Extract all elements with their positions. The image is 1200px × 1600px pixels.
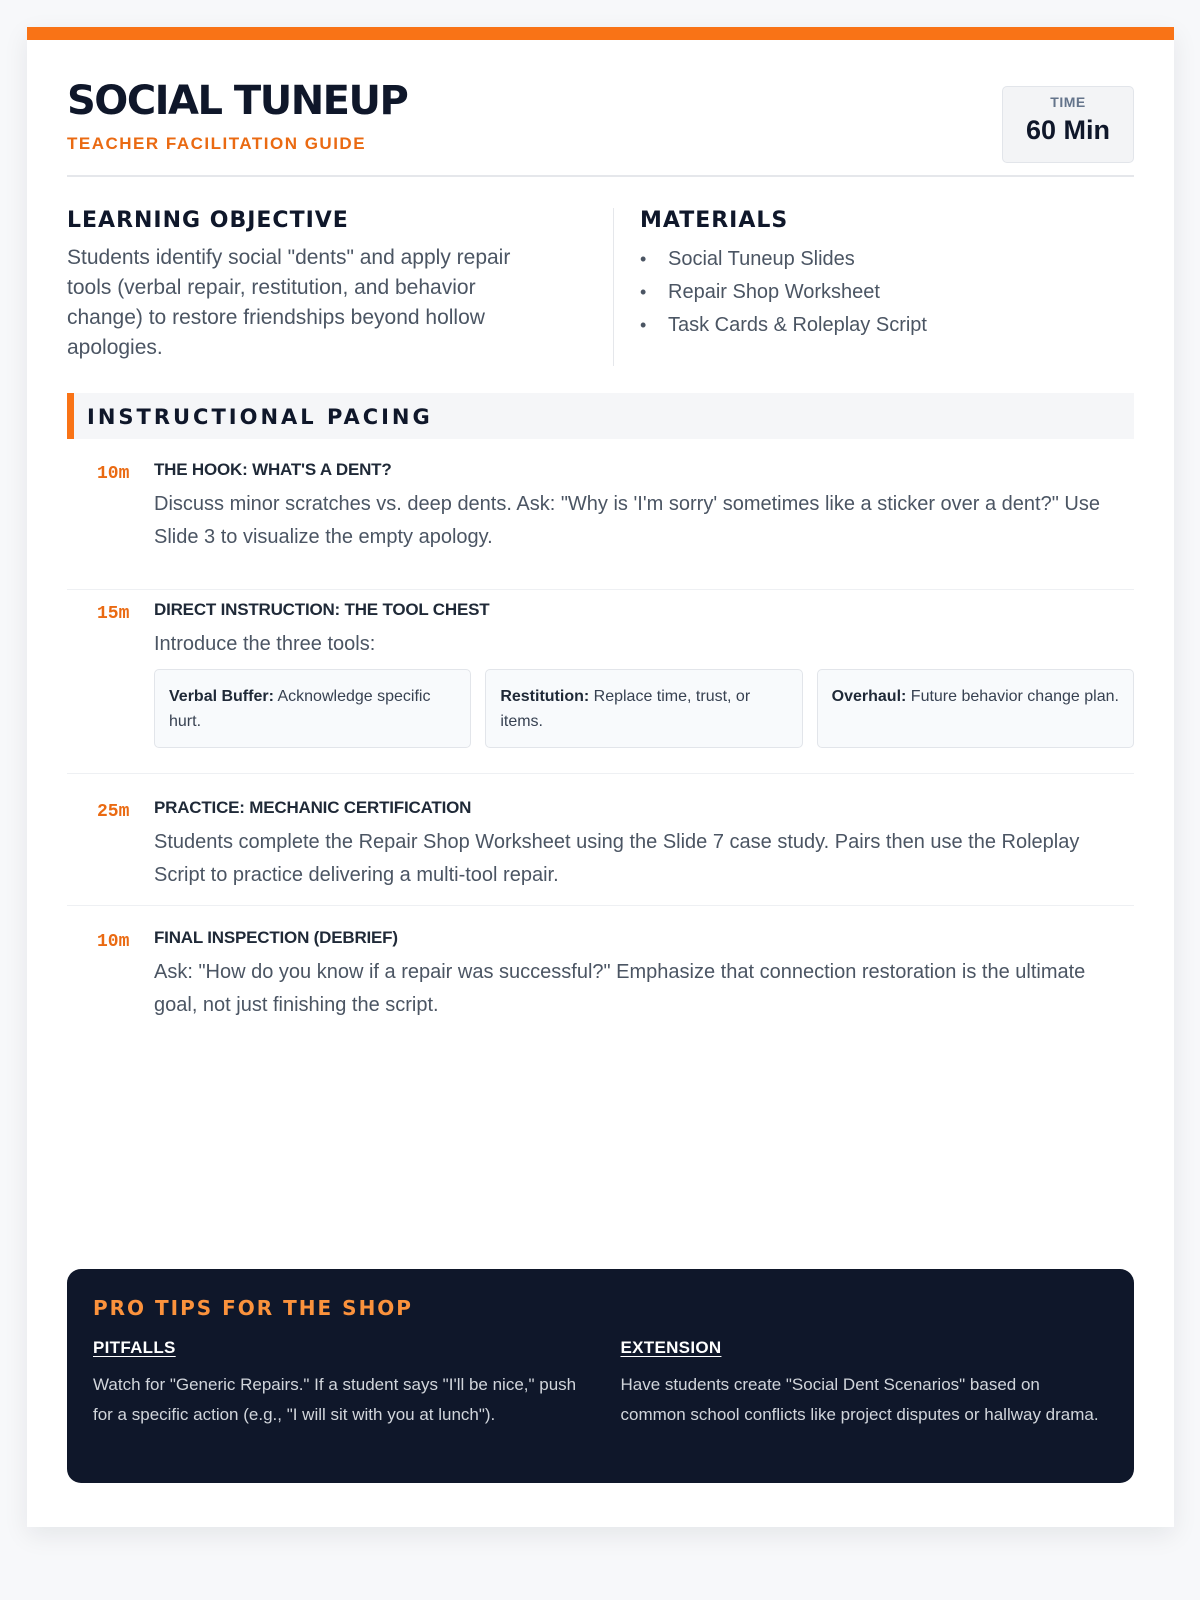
learning-objective-text: Students identify social "dents" and apply repair tools (verbal repair, restitution, and behavior change) to restore friendships beyond hollow apologies. (67, 246, 511, 359)
pacing-steps (67, 460, 1134, 1026)
step-title: DIRECT INSTRUCTION: THE TOOL CHEST (154, 600, 490, 619)
page-title: SOCIAL TUNEUP (67, 78, 408, 124)
pro-tips-heading: PRO TIPS FOR THE SHOP (93, 1296, 413, 1320)
pacing-step-tool-chest (67, 590, 1134, 774)
tool-text: Replace time, trust, or items. (500, 688, 751, 730)
lesson-page (27, 27, 1174, 1527)
column-divider (613, 208, 614, 366)
pacing-banner (67, 393, 1134, 439)
page-header (67, 74, 1134, 177)
materials-item: • Social Tuneup Slides (640, 243, 1140, 276)
materials-item: • Repair Shop Worksheet (640, 276, 1140, 309)
step-description: Students complete the Repair Shop Worksheet using the Slide 7 case study. Pairs then use the Roleplay Script to practice delivering a multi-tool repair. (154, 831, 1080, 886)
extension-text: Have students create "Social Dent Scenarios" based on common school conflicts like project disputes or hallway drama. (620, 1375, 1099, 1424)
page-content (67, 40, 1134, 1527)
step-title: FINAL INSPECTION (DEBRIEF) (154, 928, 398, 947)
learning-objective-section (67, 208, 557, 363)
tool-name: Verbal Buffer: (169, 688, 274, 705)
time-value: 60 Min (1025, 115, 1111, 145)
extension-heading: EXTENSION (620, 1338, 722, 1357)
learning-objective-heading: LEARNING OBJECTIVE (67, 208, 349, 233)
time-badge (1002, 86, 1134, 163)
materials-list (640, 243, 1140, 342)
page-subtitle: TEACHER FACILITATION GUIDE (67, 134, 367, 153)
tool-text: Acknowledge specific hurt. (169, 688, 431, 730)
tool-cards (154, 669, 1134, 748)
pitfalls-tip (93, 1338, 581, 1430)
pitfalls-text: Watch for "Generic Repairs." If a student says "I'll be nice," push for a specific action (e.g., "I will sit with you at lunch"). (93, 1375, 577, 1424)
tool-card-overhaul (817, 669, 1134, 748)
pacing-step-practice (67, 774, 1134, 906)
step-duration: 10m (97, 464, 130, 484)
tool-name: Restitution: (500, 688, 590, 705)
materials-heading: MATERIALS (640, 208, 789, 233)
step-duration: 25m (97, 802, 130, 822)
step-description: Introduce the three tools: (154, 633, 376, 655)
step-description: Ask: "How do you know if a repair was successful?" Emphasize that connection restoration is the ultimate goal, not just finishing the script. (154, 961, 1086, 1016)
tool-text: Future behavior change plan. (906, 688, 1119, 705)
extension-tip (621, 1338, 1109, 1430)
pacing-heading: INSTRUCTIONAL PACING (87, 405, 433, 429)
pacing-step-hook (67, 460, 1134, 590)
materials-section (640, 208, 1140, 342)
materials-item: • Task Cards & Roleplay Script (640, 309, 1140, 342)
step-title: PRACTICE: MECHANIC CERTIFICATION (154, 798, 472, 817)
pacing-step-debrief (67, 906, 1134, 1026)
tool-name: Overhaul: (831, 688, 907, 705)
tool-card-verbal-buffer (154, 669, 471, 748)
pitfalls-heading: PITFALLS (93, 1338, 176, 1357)
pro-tips-columns (93, 1338, 1108, 1430)
pro-tips-panel (67, 1269, 1134, 1483)
time-label: TIME (1050, 94, 1086, 110)
step-title: THE HOOK: WHAT'S A DENT? (154, 460, 392, 479)
step-duration: 10m (97, 932, 130, 952)
step-description: Discuss minor scratches vs. deep dents. Ask: "Why is 'I'm sorry' sometimes like a sticker over a dent?" Use Slide 3 to visualize the empty apology. (154, 493, 1100, 548)
tool-card-restitution (485, 669, 802, 748)
step-duration: 15m (97, 604, 130, 624)
